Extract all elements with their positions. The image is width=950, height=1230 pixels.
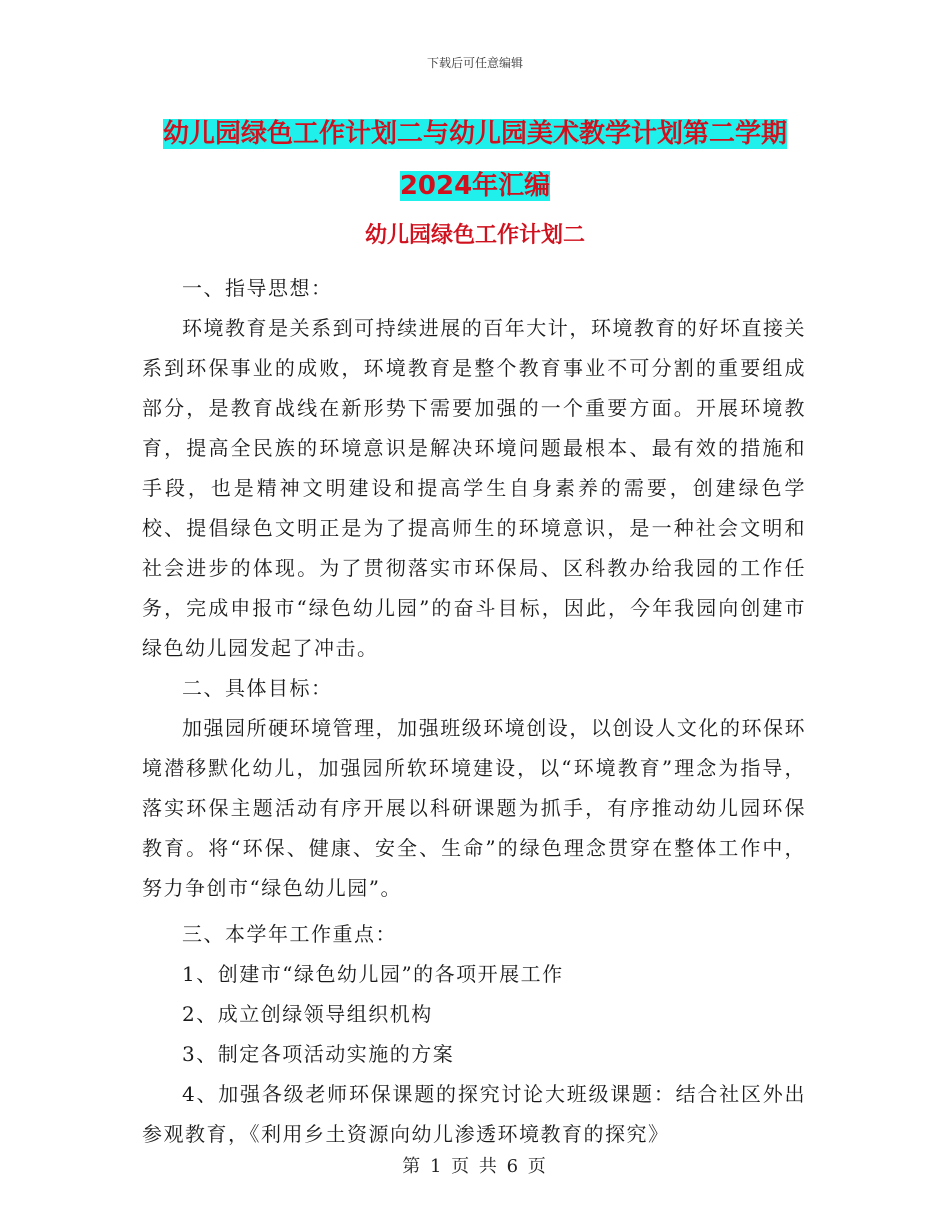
- heading-specific-goals: 二、具体目标：: [182, 676, 333, 700]
- section-title: 幼儿园绿色工作计划二: [364, 223, 585, 248]
- list-item-2: 2、成立创绿领导组织机构: [182, 1002, 433, 1026]
- heading-work-focus: 三、本学年工作重点：: [182, 922, 397, 946]
- list-item-3: 3、制定各项活动实施的方案: [182, 1042, 455, 1066]
- paragraph-guiding-ideology: 环境教育是关系到可持续进展的百年大计，环境教育的好坏直接关系到环保事业的成败，环境教育是整个教育事业不可分割的重要组成部分，是教育战线在新形势下需要加强的一个重要方面。开展环境教育，提高全民族的环境意识是解决环境问题最根本、最有效的措施和手段，也是精神文明建设和提高学生自身素养的需要，创建绿色学校、提倡绿色文明正是为了提高师生的环境意识，是一种社会文明和社会进步的体现。为了贯彻落实市环保局、区科教办给我园的工作任务，完成申报市“绿色幼儿园”的奋斗目标，因此，今年我园向创建市绿色幼儿园发起了冲击。: [142, 316, 806, 660]
- document-title: [150, 108, 800, 212]
- list-item-1: 1、创建市“绿色幼儿园”的各项开展工作: [182, 962, 564, 986]
- page-footer: 第 1 页 共 6 页: [402, 1156, 548, 1177]
- list-item-4: 4、加强各级老师环保课题的探究讨论大班级课题：结合社区外出参观教育，《利用乡土资源向幼儿渗透环境教育的探究》: [142, 1082, 806, 1146]
- paragraph-specific-goals: 加强园所硬环境管理，加强班级环境创设，以创设人文化的环保环境潜移默化幼儿，加强园所软环境建设，以“环境教育”理念为指导，落实环保主题活动有序开展以科研课题为抓手，有序推动幼儿园环保教育。将“环保、健康、安全、生命”的绿色理念贯穿在整体工作中，努力争创市“绿色幼儿园”。: [142, 716, 806, 900]
- header-note: 下载后可任意编辑: [426, 56, 523, 70]
- document-body: [142, 268, 806, 1154]
- heading-guiding-ideology: 一、指导思想：: [182, 276, 333, 300]
- document-title-text: 幼儿园绿色工作计划二与幼儿园美术教学计划第二学期2024年汇编: [162, 119, 787, 201]
